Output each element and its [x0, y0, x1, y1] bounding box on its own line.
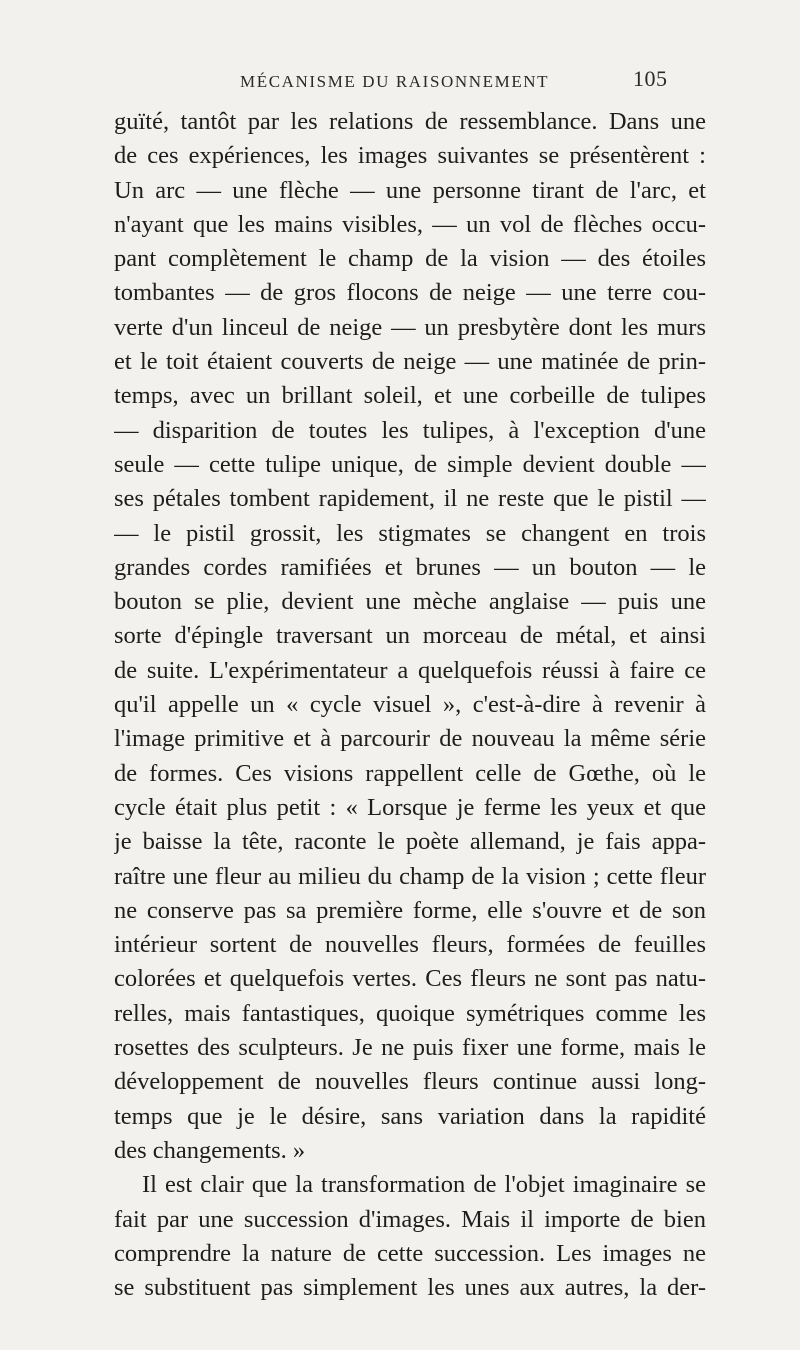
text-line: temps, avec un brillant soleil, et une corbeille de tulipes	[114, 382, 706, 410]
text-line: cycle était plus petit : « Lorsque je ferme les yeux et que	[114, 793, 706, 821]
text-line: je baisse la tête, raconte le poète allemand, je fais appa-	[114, 828, 706, 856]
body-text	[114, 105, 706, 1305]
text-line: n'ayant que les mains visibles, — un vol de flèches occu-	[114, 210, 706, 238]
text-line: Un arc — une flèche — une personne tirant de l'arc, et	[114, 176, 706, 204]
text-line: l'image primitive et à parcourir de nouveau la même série	[114, 725, 706, 753]
text-line: ne conserve pas sa première forme, elle s'ouvre et de son	[114, 896, 706, 924]
text-line: développement de nouvelles fleurs continue aussi long-	[114, 1068, 706, 1096]
text-line: temps que je le désire, sans variation dans la rapidité	[114, 1102, 706, 1130]
text-line: se substituent pas simplement les unes aux autres, la der-	[114, 1274, 706, 1302]
text-line: et le toit étaient couverts de neige — une matinée de prin-	[114, 348, 706, 376]
text-line: des changements. »	[114, 1136, 306, 1164]
running-title: MÉCANISME DU RAISONNEMENT	[240, 72, 550, 91]
text-line: tombantes — de gros flocons de neige — une terre cou-	[114, 279, 706, 307]
text-line: comprendre la nature de cette succession. Les images ne	[114, 1239, 706, 1267]
text-line: sorte d'épingle traversant un morceau de métal, et ainsi	[114, 622, 706, 650]
text-line: bouton se plie, devient une mèche anglaise — puis une	[114, 588, 706, 616]
text-line: intérieur sortent de nouvelles fleurs, formées de feuilles	[114, 931, 706, 959]
text-line: guïté, tantôt par les relations de ressemblance. Dans une	[114, 108, 706, 135]
text-line: verte d'un linceul de neige — un presbytère dont les murs	[114, 313, 706, 341]
text-line: grandes cordes ramifiées et brunes — un bouton — le	[114, 553, 706, 581]
text-line: qu'il appelle un « cycle visuel », c'est-à-dire à revenir à	[114, 691, 706, 719]
text-line: de ces expériences, les images suivantes se présentèrent :	[114, 142, 706, 170]
text-line: de formes. Ces visions rappellent celle de Gœthe, où le	[114, 759, 706, 787]
text-line: ses pétales tombent rapidement, il ne reste que le pistil —	[114, 485, 706, 513]
text-line: rosettes des sculpteurs. Je ne puis fixer une forme, mais le	[114, 1034, 706, 1062]
page-number: 105	[633, 66, 668, 91]
text-line: Il est clair que la transformation de l'objet imaginaire se	[142, 1171, 706, 1199]
text-line: seule — cette tulipe unique, de simple devient double —	[114, 450, 706, 478]
text-line: — disparition de toutes les tulipes, à l'exception d'une	[114, 416, 706, 444]
text-line: colorées et quelquefois vertes. Ces fleurs ne sont pas natu-	[114, 965, 706, 993]
text-line: raître une fleur au milieu du champ de la vision ; cette fleur	[114, 862, 706, 890]
text-line: de suite. L'expérimentateur a quelquefois réussi à faire ce	[114, 656, 706, 684]
text-line: relles, mais fantastiques, quoique symétriques comme les	[114, 999, 706, 1027]
text-line: pant complètement le champ de la vision — des étoiles	[114, 245, 706, 273]
text-line: — le pistil grossit, les stigmates se changent en trois	[114, 519, 706, 547]
text-line: fait par une succession d'images. Mais il importe de bien	[114, 1205, 706, 1233]
